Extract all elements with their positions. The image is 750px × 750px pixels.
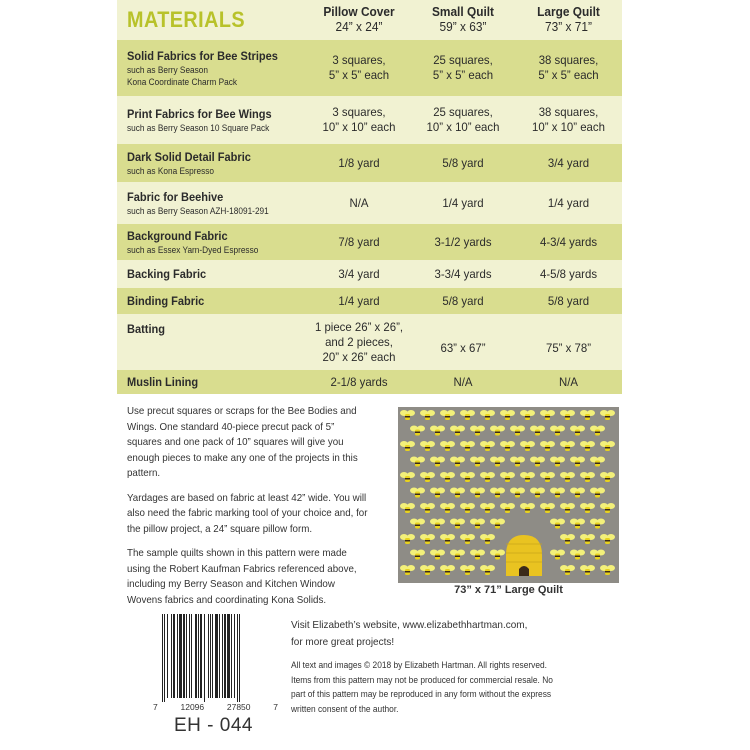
bee bbox=[410, 550, 425, 560]
barcode-bar bbox=[200, 614, 202, 698]
cell-small: N/A bbox=[453, 374, 473, 389]
bee bbox=[450, 426, 465, 436]
bee bbox=[420, 534, 435, 544]
barcode-bar bbox=[215, 614, 218, 698]
bee bbox=[480, 565, 495, 575]
bee bbox=[400, 534, 415, 544]
bee bbox=[410, 457, 425, 467]
upc-barcode bbox=[160, 614, 272, 702]
cell-large: 4-5/8 yards bbox=[539, 266, 598, 281]
row-label: Muslin Lining bbox=[127, 374, 199, 389]
row-label: Print Fabrics for Bee Wings such as Berry Season 10 Square Pack bbox=[127, 106, 272, 133]
bee bbox=[600, 472, 615, 482]
bee bbox=[440, 441, 455, 451]
bee bbox=[580, 565, 595, 575]
table-row bbox=[117, 40, 622, 96]
beehive bbox=[506, 535, 542, 576]
cell-pillow: 3 squares, 5” x 5” each bbox=[328, 53, 390, 82]
barcode-bar bbox=[212, 614, 213, 698]
cell-large: 4-3/4 yards bbox=[539, 234, 598, 249]
bee bbox=[550, 488, 565, 498]
cell-pillow: 1 piece 26” x 26”, and 2 pieces, 20” x 26” each bbox=[314, 319, 404, 364]
column-header-small-quilt: Small Quilt 59” x 63” bbox=[431, 5, 495, 34]
barcode-bar bbox=[189, 614, 190, 698]
bee bbox=[480, 441, 495, 451]
website-line: Visit Elizabeth’s website, www.elizabethhartman.com, bbox=[291, 619, 528, 631]
barcode-bar bbox=[183, 614, 185, 698]
bee bbox=[420, 503, 435, 513]
bee bbox=[400, 441, 415, 451]
table-header-row bbox=[117, 0, 622, 40]
barcode-bar bbox=[227, 614, 230, 698]
cell-small: 3-1/2 yards bbox=[434, 234, 492, 249]
bee bbox=[430, 457, 445, 467]
bee bbox=[490, 519, 505, 529]
instructions-text bbox=[127, 404, 371, 617]
cell-small: 5/8 yard bbox=[442, 293, 484, 308]
bee bbox=[580, 441, 595, 451]
website-line: for more great projects! bbox=[291, 636, 395, 648]
table-row bbox=[117, 288, 622, 314]
bee bbox=[410, 426, 425, 436]
cell-large: 1/4 yard bbox=[547, 195, 590, 210]
barcode-bar bbox=[219, 614, 220, 698]
bee bbox=[460, 565, 475, 575]
bee bbox=[530, 457, 545, 467]
bee bbox=[510, 457, 525, 467]
bee bbox=[600, 441, 615, 451]
instructions-paragraph-sample: The sample quilts shown in this pattern were made using the Robert Kaufman Fabrics referenced above, including my Berry Season and Kitchen Window Wovens fabrics and coordinating Kona Solids. bbox=[127, 547, 357, 606]
bee bbox=[400, 503, 415, 513]
barcode-bar bbox=[164, 614, 165, 702]
row-label: Solid Fabrics for Bee Stripes such as Berry Season Kona Coordinate Charm Pack bbox=[127, 48, 278, 87]
bee bbox=[430, 519, 445, 529]
bee bbox=[590, 457, 605, 467]
bee bbox=[450, 457, 465, 467]
quilt-caption: 73” x 71” Large Quilt bbox=[454, 584, 563, 596]
bee bbox=[590, 426, 605, 436]
barcode-bar bbox=[208, 614, 209, 698]
bee bbox=[540, 503, 555, 513]
instructions-paragraph-precut: Use precut squares or scraps for the Bee Bodies and Wings. One standard 40-piece precut pack of 5” squares and one pack of 10” squares will give you enough pieces to make any one of the projects in this pattern. bbox=[127, 405, 358, 479]
cell-large: 75” x 78” bbox=[545, 340, 591, 355]
bee bbox=[480, 534, 495, 544]
bee bbox=[410, 519, 425, 529]
barcode-bar bbox=[186, 614, 187, 698]
bee bbox=[490, 488, 505, 498]
bee bbox=[420, 565, 435, 575]
bee bbox=[470, 457, 485, 467]
barcode-bar bbox=[239, 614, 240, 702]
bee bbox=[560, 534, 575, 544]
bee bbox=[550, 519, 565, 529]
bee bbox=[550, 426, 565, 436]
bee bbox=[530, 488, 545, 498]
bee bbox=[490, 457, 505, 467]
bee bbox=[500, 503, 515, 513]
bee bbox=[530, 426, 545, 436]
bee bbox=[400, 410, 415, 420]
cell-small: 25 squares, 10” x 10” each bbox=[426, 105, 500, 134]
table-row bbox=[117, 370, 622, 394]
bee bbox=[440, 503, 455, 513]
bee bbox=[430, 488, 445, 498]
barcode-bar bbox=[162, 614, 163, 702]
bee bbox=[400, 472, 415, 482]
barcode-bar bbox=[195, 614, 197, 698]
bee bbox=[460, 472, 475, 482]
cell-pillow: N/A bbox=[349, 195, 369, 210]
bee bbox=[570, 426, 585, 436]
cell-large: N/A bbox=[558, 374, 578, 389]
table-row bbox=[117, 314, 622, 370]
barcode-numbers: 7 12096 27850 7 bbox=[153, 702, 278, 712]
cell-large: 3/4 yard bbox=[547, 155, 590, 170]
bee bbox=[470, 488, 485, 498]
bee bbox=[400, 565, 415, 575]
barcode-bar bbox=[231, 614, 232, 698]
barcode-bar bbox=[237, 614, 238, 702]
table-row bbox=[117, 96, 622, 144]
cell-large: 5/8 yard bbox=[547, 293, 590, 308]
cell-large: 38 squares, 10” x 10” each bbox=[532, 105, 605, 134]
cell-pillow: 3 squares, 10” x 10” each bbox=[322, 105, 396, 134]
bee bbox=[560, 441, 575, 451]
bee bbox=[500, 441, 515, 451]
bee bbox=[490, 550, 505, 560]
table-row bbox=[117, 144, 622, 182]
materials-title: MATERIALS bbox=[127, 7, 246, 32]
barcode-bar bbox=[171, 614, 172, 698]
bee bbox=[480, 410, 495, 420]
bee bbox=[540, 410, 555, 420]
bee bbox=[430, 426, 445, 436]
bee bbox=[410, 488, 425, 498]
bee bbox=[570, 488, 585, 498]
barcode-bar bbox=[179, 614, 182, 698]
column-header-large-quilt: Large Quilt 73” x 71” bbox=[537, 5, 600, 34]
row-label: Batting bbox=[127, 322, 166, 336]
bee bbox=[450, 488, 465, 498]
bee bbox=[510, 426, 525, 436]
barcode-bar bbox=[177, 614, 178, 698]
bee bbox=[490, 426, 505, 436]
bee bbox=[590, 550, 605, 560]
cell-large: 38 squares, 5” x 5” each bbox=[538, 53, 599, 82]
bee bbox=[560, 472, 575, 482]
bee bbox=[450, 550, 465, 560]
bee bbox=[600, 534, 615, 544]
instructions-paragraph-yardage: Yardages are based on fabric at least 42” wide. You will also need the fabric marking tool of your choice and, for the pillow project, a 24” square pillow form. bbox=[127, 491, 368, 535]
bee bbox=[480, 503, 495, 513]
barcode-bar bbox=[210, 614, 211, 698]
bee bbox=[520, 441, 535, 451]
bee bbox=[500, 472, 515, 482]
cell-small: 5/8 yard bbox=[442, 155, 484, 170]
bee bbox=[420, 410, 435, 420]
table-row bbox=[117, 260, 622, 288]
bee bbox=[440, 410, 455, 420]
bee bbox=[420, 441, 435, 451]
bee bbox=[470, 426, 485, 436]
bee bbox=[570, 457, 585, 467]
cell-pillow: 7/8 yard bbox=[338, 234, 380, 249]
bee bbox=[460, 410, 475, 420]
bee bbox=[510, 488, 525, 498]
cell-pillow: 2-1/8 yards bbox=[330, 374, 388, 389]
cell-pillow: 1/8 yard bbox=[338, 155, 380, 170]
bee bbox=[590, 488, 605, 498]
bee bbox=[580, 503, 595, 513]
bee bbox=[580, 534, 595, 544]
row-label: Background Fabric such as Essex Yarn-Dyed Espresso bbox=[127, 228, 259, 255]
barcode-bar bbox=[222, 614, 223, 698]
barcode-bar bbox=[204, 614, 205, 702]
bee bbox=[600, 410, 615, 420]
bee bbox=[460, 534, 475, 544]
cell-pillow: 1/4 yard bbox=[338, 293, 380, 308]
bee bbox=[420, 472, 435, 482]
barcode-bar bbox=[224, 614, 226, 698]
bee bbox=[460, 503, 475, 513]
bee bbox=[440, 534, 455, 544]
copyright-notice: All text and images © 2018 by Elizabeth Hartman. All rights reserved. Items from this pattern may not be produced for commercial resale. No part of this pattern may be reproduced in any form without the express written consent of the author. bbox=[291, 660, 553, 714]
bee bbox=[440, 472, 455, 482]
barcode-bar bbox=[191, 614, 192, 698]
bee bbox=[600, 565, 615, 575]
bee bbox=[480, 472, 495, 482]
product-code: EH - 044 bbox=[174, 715, 253, 736]
bee bbox=[560, 503, 575, 513]
bee bbox=[570, 550, 585, 560]
barcode-bar bbox=[173, 614, 175, 698]
bee bbox=[560, 565, 575, 575]
bee bbox=[550, 550, 565, 560]
cell-pillow: 3/4 yard bbox=[338, 266, 380, 281]
bee bbox=[580, 410, 595, 420]
bee bbox=[560, 410, 575, 420]
table-row bbox=[117, 224, 622, 260]
barcode-bar bbox=[234, 614, 235, 698]
bee bbox=[590, 519, 605, 529]
bee bbox=[450, 519, 465, 529]
cell-small: 3-3/4 yards bbox=[434, 266, 492, 281]
bee bbox=[570, 519, 585, 529]
bee bbox=[550, 457, 565, 467]
column-header-pillow: Pillow Cover 24” x 24” bbox=[323, 5, 395, 34]
row-label: Dark Solid Detail Fabric such as Kona Espresso bbox=[127, 149, 251, 176]
bee bbox=[600, 503, 615, 513]
website-promo bbox=[291, 617, 576, 651]
cell-small: 63” x 67” bbox=[440, 340, 486, 355]
bee bbox=[580, 472, 595, 482]
materials-table bbox=[117, 0, 622, 394]
bee bbox=[520, 503, 535, 513]
bee bbox=[460, 441, 475, 451]
cell-small: 25 squares, 5” x 5” each bbox=[432, 53, 494, 82]
bee bbox=[430, 550, 445, 560]
bee bbox=[440, 565, 455, 575]
bee bbox=[500, 410, 515, 420]
table-row bbox=[117, 182, 622, 224]
large-quilt-image bbox=[398, 407, 619, 583]
bee bbox=[520, 410, 535, 420]
row-label: Backing Fabric bbox=[127, 266, 207, 281]
bee bbox=[540, 441, 555, 451]
cell-small: 1/4 yard bbox=[442, 195, 484, 210]
bee bbox=[520, 472, 535, 482]
row-label: Fabric for Beehive such as Berry Season AZH-18091-291 bbox=[127, 189, 269, 216]
bee bbox=[470, 550, 485, 560]
row-label: Binding Fabric bbox=[127, 293, 205, 308]
barcode-bar bbox=[198, 614, 199, 698]
bee bbox=[470, 519, 485, 529]
barcode-bar bbox=[167, 614, 168, 698]
materials-title-cell bbox=[117, 7, 307, 33]
bee bbox=[540, 472, 555, 482]
